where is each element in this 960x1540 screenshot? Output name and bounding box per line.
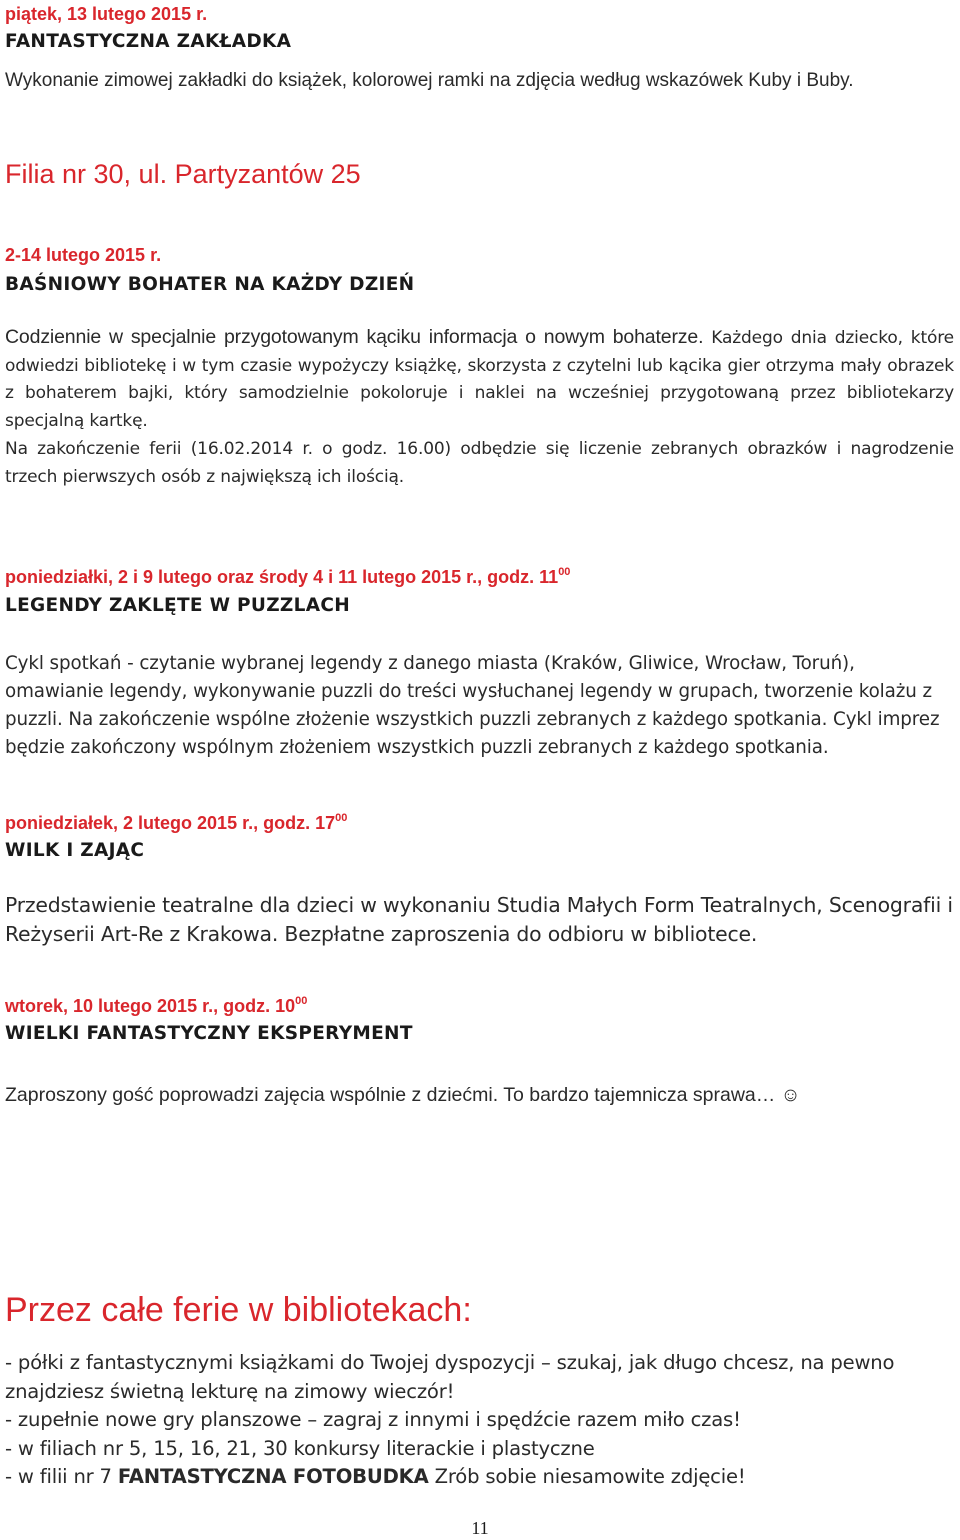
time-superscript: 00 (558, 566, 571, 578)
event-date: wtorek, 10 lutego 2015 r., godz. $10^{00}$ (5, 995, 308, 1016)
event-title: LEGENDY ZAKLĘTE W PUZZLACH (5, 595, 350, 616)
event-body (5, 324, 954, 491)
page-number: 11 (471, 1518, 489, 1538)
time-superscript: 00 (295, 995, 308, 1007)
event-date: 2-14 lutego 2015 r. (5, 245, 162, 265)
event-title: WIELKI FANTASTYCZNY EKSPERYMENT (5, 1023, 413, 1044)
event-body: Przedstawienie teatralne dla dzieci w wykonaniu Studia Małych Form Teatralnych, Scenografii i Reżyserii Art-Re z Krakowa. Bezpłatne zaproszenia do odbioru w bibliotece. (5, 893, 953, 946)
list-item: - w filiach nr 5, 15, 16, 21, 30 konkursy literackie i plastyczne (5, 1436, 595, 1460)
event-title: BAŚNIOWY BOHATER NA KAŻDY DZIEŃ (5, 274, 415, 295)
ferie-list (5, 1349, 954, 1492)
list-item: - zupełnie nowe gry planszowe – zagraj z innymi i spędźcie razem miło czas! (5, 1408, 741, 1431)
branch-heading: Filia nr 30, ul. Partyzantów 25 (5, 159, 361, 189)
time-superscript: 00 (335, 812, 348, 824)
event-date: poniedziałki, 2 i 9 lutego oraz środy 4 i 11 lutego 2015 r., godz. $11^{00}$ (5, 566, 571, 587)
event-date: poniedziałek, 2 lutego 2015 r., godz. $17^{00}$ (5, 812, 348, 833)
event-title: FANTASTYCZNA ZAKŁADKA (5, 31, 292, 52)
event-title: WILK I ZAJĄC (5, 840, 145, 861)
event-date: piątek, 13 lutego 2015 r. (5, 4, 208, 24)
event-description: Wykonanie zimowej zakładki do książek, kolorowej ramki na zdjęcia według wskazówek Kuby i Buby. (5, 70, 854, 91)
event-body-text: Każdego dnia dziecko, które odwiedzi bibliotekę i w tym czasie wypożyczy książkę, skorzysta z czytelni lub kącika gier otrzyma mały obrazek z bohaterem bajki, który samodzielnie pokoloruje i naklei na wcześniej przygotowaną przez bibliotekarzy specjalną kartkę. (5, 328, 954, 432)
fotobudka-label: FANTASTYCZNA FOTOBUDKA (117, 1465, 429, 1488)
event-intro: Codziennie w specjalnie przygotowanym kąciku informacja o nowym bohaterze. (5, 326, 704, 348)
event-closing: Na zakończenie ferii (16.02.2014 r. o godz. 16.00) odbędzie się liczenie zebranych obrazków i nagrodzenie trzech pierwszych osób z największą ich ilością. (5, 438, 954, 487)
event-body: Cykl spotkań - czytanie wybranej legendy z danego miasta (Kraków, Gliwice, Wrocław, Toruń), omawianie legendy, wykonywanie puzzli do treści wysłuchanej legendy w grupach, tworzenie kolażu z puzzli. Na zakończenie wspólne złożenie wszystkich puzzli zebranych z każdego spotkania. Cykl imprez będzie zakończony wspólnym złożeniem wszystkich puzzli zebranych z każdego spotkania. (5, 653, 940, 758)
event-body: Zaproszony gość poprowadzi zajęcia wspólnie z dziećmi. To bardzo tajemnicza sprawa… ☺ (5, 1084, 801, 1106)
list-item: - półki z fantastycznymi książkami do Twojej dyspozycji – szukaj, jak długo chcesz, na pewno znajdziesz świetną lekturę na zimowy wieczór! (5, 1351, 895, 1403)
list-item: - w filii nr 7 FANTASTYCZNA FOTOBUDKA Zrób sobie niesamowite zdjęcie! (5, 1465, 746, 1488)
ferie-heading: Przez całe ferie w bibliotekach: (5, 1291, 472, 1329)
